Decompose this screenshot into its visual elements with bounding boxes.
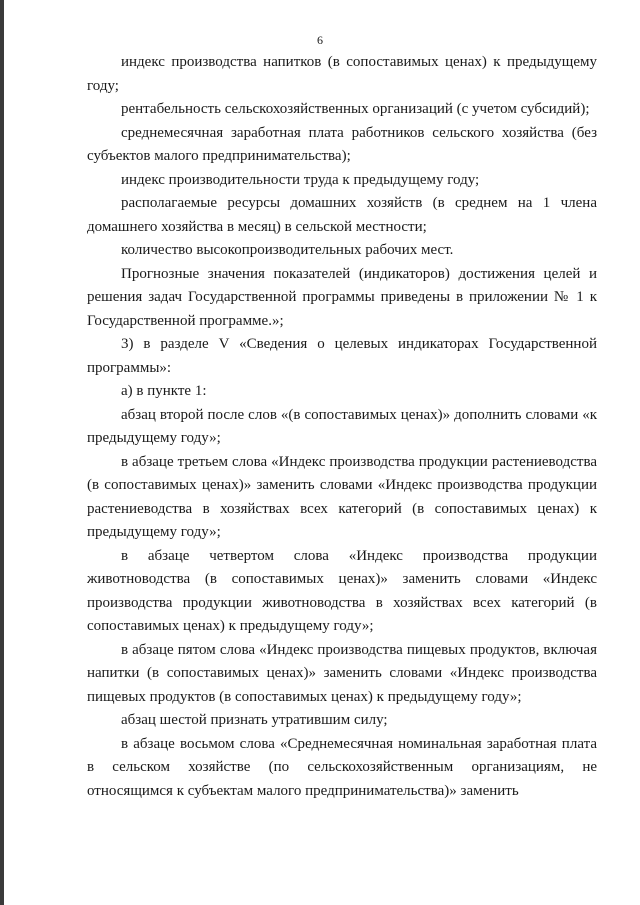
page-number: 6 [317,33,323,47]
paragraph: индекс производства напитков (в сопоставимых ценах) к предыдущему году; [87,54,597,94]
paragraph: индекс производительности труда к предыдущему году; [121,171,480,188]
paragraph: абзац шестой признать утратившим силу; [121,712,388,728]
paragraph: в абзаце восьмом слова «Среднемесячная номинальная заработная плата в сельском хозяйстве (по сельскохозяйственным организациям, не относящимся к субъектам малого предпринимательства)» заменить [87,735,597,799]
paragraph: Прогнозные значения показателей (индикаторов) достижения целей и решения задач Государственной программы приведены в приложении № 1 к Государственной программе.»; [87,265,597,329]
paragraph: абзац второй после слов «(в сопоставимых ценах)» дополнить словами «к предыдущему году»; [87,406,597,446]
paragraph: количество высокопроизводительных рабочих мест. [121,242,454,258]
paragraph: в абзаце третьем слова «Индекс производства продукции растениеводства (в сопоставимых ценах)» заменить словами «Индекс производства продукции растениеводства в хозяйствах всех категорий (в сопоставимых ценах) к предыдущему году»; [87,453,597,540]
document-body [87,51,597,803]
paragraph: рентабельность сельскохозяйственных организаций (с учетом субсидий); [121,101,590,117]
paragraph: среднемесячная заработная плата работников сельского хозяйства (без субъектов малого предпринимательства); [87,124,597,164]
paragraph: располагаемые ресурсы домашних хозяйств (в среднем на 1 члена домашнего хозяйства в месяц) в сельской местности; [87,195,597,235]
paragraph: а) в пункте 1: [121,383,207,399]
page-left-edge [0,0,4,905]
paragraph: 3) в разделе V «Сведения о целевых индикаторах Государственной программы»: [87,336,597,376]
paragraph: в абзаце пятом слова «Индекс производства пищевых продуктов, включая напитки (в сопоставимых ценах)» заменить словами «Индекс производства пищевых продуктов (в сопоставимых ценах) к предыдущему году»; [87,641,597,705]
paragraph: в абзаце четвертом слова «Индекс производства продукции животноводства (в сопоставимых ценах)» заменить словами «Индекс производства продукции животноводства в хозяйствах всех категорий (в сопоставимых ценах) к предыдущему году»; [87,547,597,634]
